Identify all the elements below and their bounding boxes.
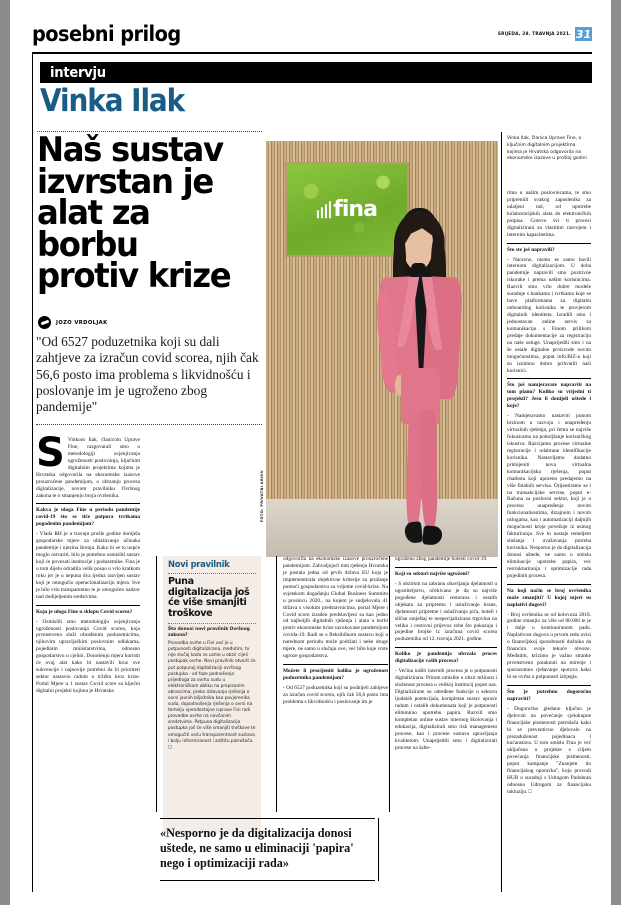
column4-question-2: Što još namjeravate napraviti na tom planu? Koliko su vrijedni ti projekti? Jesu li donijeli uštede i koje? xyxy=(507,382,591,410)
column-separator-2 xyxy=(276,556,277,812)
column1-question-1: Kakva je uloga Fine u periodu pandemije covid-19 što se tiče potpora tvrtkama pogođenim pandemijom? xyxy=(36,507,140,528)
column2-rule-1 xyxy=(283,664,388,665)
column4-question-4: Što je potrebno dugoročno napraviti? xyxy=(507,688,591,702)
page-number-badge: 31 xyxy=(575,27,592,41)
section-label: intervju xyxy=(50,65,106,81)
column4-answer-2: - Namjeravamo nastaviti punom brzinom u razvoju i unapređenju virtualnih rješenja, pri čemu se najviše fokusiramo na poboljšanje korisničkog iskustva. Razvijamo procese virtualne registracije i odabrane identifikacije korisnika. Nastavljamo dodatno primijeniti nova virtualna komunikacijska rješenja, poput chatbota koji uporeno predajemo na više finalnih servisa. Orijentiramo se i na transakcijske servise, poput e-Računa za poslovni sektor, koji je u procesu unapređenja novim funkcionalnostima, dizajnom i novim uslugama, kao i automatizaciji daljnjih mogućnosti kroje povežuje iz usmog fakturiranja. Sve to nastaje temeljem slušanja i uvažavanja potreba korisnika. Nesporno je da digitalizacija donosi uštede, ne samo u smislu eliminacije upotrebe papira, već restrukturiranja i optimizacije rada pojedinih procesa. xyxy=(507,413,591,579)
pullquote-bottom: «Nesporno je da digitalizacija donosi uštede, ne samo u eliminaciji 'papira' nego i optimizaciji rada» xyxy=(160,826,354,870)
column4-rule-2 xyxy=(507,378,591,379)
column-separator-1 xyxy=(156,556,157,812)
column4-question-1: Što ste još napravili? xyxy=(507,246,555,253)
column3-answer-2: - Većina naših internih procesa je u potpunosti digitalizirana. Pritom umislite u obzir težinost i složenost procesa u velikoj institucij poput nas. Digitalizirane su određene funkcije u sektoru ljudskih potencijala, kompletan sustav uprave radom i ostalih dokumenata koji je potpunosti eliminirao upotrebu papira. Razvili smo kompletan online sustav internog školovanja i edukacija, digitalizirali smo risk management procese, kao i procese sustava upravljanja kvalitetom. Unaprijedili smo i digitalizirali procese na šalte- xyxy=(395,668,497,751)
sidebar-box-divider-1 xyxy=(168,573,256,574)
pullquote-bottom-rule-top xyxy=(160,818,375,819)
drop-cap: S xyxy=(36,430,65,476)
byline-author: JOZO VRDOLJAK xyxy=(56,319,108,326)
subject-shoe-left xyxy=(404,521,423,544)
column1-answer-2: - Osmislili smo metodologiju ocjenjivanja ugroženosti poslovanja Covid scorea, koja prvenstveno služi obrađenim poduzetnicima, njihovim upravljačkim poslovnim odlukama, pojedinim ministarstvima, odnosno gospodarstvu u cjelini. Donošenju mjera koristit će ovaj alat kako bi nastavili kroz sve subvencije i najnovije potrebni da bi prioriteti sektor nastavio radom u tržištu kroz krize. Portal Mjere u 1 sustav Covid score su ključni digitalni projekti kojima je Hrvatska xyxy=(36,618,140,694)
sidebar-box-answer: Provedba ovrhe u Fini već je u potpunosti digitalizirana, međutim, to nije slučaj kada se uzme u obzir cijeli postupak ovrhe. Novi pravilnik otvorit će put potpunoj digitalizaciji ovršnog postupka - od faze podnošenja prijedloga za ovrhu sudu u elektroničkom obliku na propisanim obrascima, preko izdavanja rješenja o ovrsi javnih bilježnika kao povjerenika suda, dopodnošenja rješenja o ovrsi na temelju vjerodostojne isprave Fini radi provedbe ovrhe na novčanim sredstvima. Potpuna digitalizacija postupka još će više smanjiti troškove te omogućiti veću transparentnost sustava i bolju informiranost i zaštitu potrošača. □ xyxy=(168,641,256,750)
column1-intro xyxy=(36,430,140,499)
masthead-right-group xyxy=(498,27,592,41)
photo-subject xyxy=(368,208,470,557)
column1-intro-text: Vinkom Ilak, članicom Uprave Fine, razgovarali smo o metodologiji ocjenjivanja ugroženosti poslovanja, ključnim digitalnim projektima kojima je Hrvatska odgovorila na ekonomske izazove prouzročene pandemijom, o ubrzanju procesa digitalizacije, novom pravilniku Ovršnog zakona te o smanjenju broja ovršenika. xyxy=(36,437,140,499)
column-separator-3 xyxy=(389,556,390,812)
column-separator-4 xyxy=(501,132,502,892)
column4-answer-3: - Broj ovršenika se od kolovoza 2018. godine smanjio za više od 80.000 te je i dalje u kontinuiranom padu. Naplativost dugova u prvom redu ovisi o financijskoj sposobnosti dužnika da financira svoje tekuće obveze. Međutim, krizimo je važno stranke prvenstveno potaknuti na mirenje i sporazumno rješavanje sporova kako bi se ovrha u potpunosti izbjegla. xyxy=(507,611,591,680)
column2-question-1: Možete li procijeniti kolika je ugroženost poduzetnika pandemijom? xyxy=(283,668,388,681)
column3-question-2: Koliko je pandemija ubrzala proces digitalizacije vaših procesa? xyxy=(395,651,497,665)
body-column-3 xyxy=(395,556,497,754)
column3-question-1: Koji su sektori najviše ugroženi? xyxy=(395,570,470,577)
masthead-title: posebni prilog xyxy=(32,22,181,46)
column1-question-2: Koja je uloga Fine u sklopu Covid scorea? xyxy=(36,608,133,615)
column3-continued: ugroženo zbog pandemije bolesti covid-19. xyxy=(395,556,488,562)
masthead xyxy=(32,22,592,48)
column3-rule-2 xyxy=(395,647,497,648)
column2-answer-1: - Od 6527 poduzetnika koji su podnijeli zahtjeve za izračun covid scorea, njih čak 56,6 posto ima problema s likvidnošću i poslovanje im je xyxy=(283,684,388,705)
page-headline: Naš sustav izvrstan je alat za borbu protiv krize xyxy=(37,130,231,297)
interviewee-name: Vinka Ilak xyxy=(40,83,185,119)
interview-photo xyxy=(266,141,498,557)
publication-date: SRIJEDA, 28. TRAVNJA 2021. xyxy=(497,31,571,37)
column3-rule-1 xyxy=(395,567,497,568)
column2-continued: odgovorila na ekonomske izazove prouzročene pandemijom. Zahvaljujući tom rješenju Hrvatska je postala jedna od prvih država EU koja je implementirala objektivne kriterije za pružanje pomoći gospodarstvu za vrijeme covid-krize. Na svjetskom događanju Global Business Summitu u prosincu 2020., na kojem je sudjelovala 41 država s visokim predstavnicima, portal Mjere i Covid score izrađen predstavljeni su kao jedno od najboljih digitalnih rješenja i alata u borbi protiv ekonomske krize uzrokovane pandemijom covida-19. Radi se o fleksibilnom sustavu koji u narednom periodu može podržati i neke druge mjere, ne samo u slučaju ove, već bilo koje vrste ugroze gospodarstva. xyxy=(283,556,388,660)
body-column-2 xyxy=(283,556,388,709)
column4-answer-1: - Naravno, nismo se samo bavili internom digitalizacijom. U doba pandemije napravili smo pozitivne iskorake i prema našim korisnicima. Razvili smo vrlo dobre modele suradnje s bankama i tvrtkama koje se bave platformama za digitalni onboarding korisnika te provjerom digitalnih identiteta. Izradili smo i jednostavan online servis za komunikaciju s Finom prilikom predaje dokumentacije za registraciju na naše usluge. Unaprijedili smo i na še ostale digitalne proizvode novim mogućnostima, poput info.BIZ-a koji su iznimno dobro prihvatili naši korisnici. xyxy=(507,256,591,374)
sidebar-box-body xyxy=(168,627,256,751)
column4-continued: rima u našim poslovnicama, te smo pripremili svakog zaposlenika za udaljeni rad, od upotrebe kolaboracijskih alata do elektroničkih potpisa. Gotovo svi ti procesi digitalizirani su vlastitim razvojem i internim kapacitetima. xyxy=(507,190,591,238)
sidebar-box-novi-pravilnik xyxy=(163,556,261,834)
pullquote-bottom-vertical-rule xyxy=(378,818,379,881)
photo-credit: FOTO: PRIVATNI ARHIV xyxy=(260,470,264,523)
photo-caption: Vinka Ilak, članica Uprave Fine, o ključnim digitalnim projektima kojima je Hrvatska odgovorila na ekonomske izazove u prošloj godini xyxy=(507,136,587,162)
column1-rule-2 xyxy=(36,605,140,606)
column4-rule-1 xyxy=(507,243,591,244)
byline xyxy=(38,316,108,329)
pen-badge-icon xyxy=(38,316,51,329)
fina-wordmark: fina xyxy=(333,196,377,222)
column1-rule-1 xyxy=(36,503,140,504)
masthead-rule xyxy=(32,52,592,54)
body-column-1 xyxy=(36,430,140,698)
column4-rule-4 xyxy=(507,685,591,686)
column4-rule-3 xyxy=(507,584,591,585)
pullquote-top: "Od 6527 poduzetnika koji su dali zahtjeve za izračun covid scorea, njih čak 56,6 posto ima problema s likvidnošću i poslovanje im je ugroženo zbog pandemije" xyxy=(36,334,259,415)
section-bar xyxy=(40,62,592,83)
left-vertical-rule xyxy=(32,52,33,892)
pullquote-divider-bottom xyxy=(36,424,262,425)
sidebar-box-divider-2 xyxy=(168,623,256,624)
column4-answer-4: - Dugoročno gledano ključno je djelovati na povećanje cjelokupne financijske pismenosti potrošača kako bi se preventivno djelovalo na prezaduženost pojedinaca i kućanstava. U tom smislu Fina je već uključena u projekte s ciljem povećanja financijske pismenosti, poput kampanje "Znanjem do financijskog oporavka", koju provodi HUB u suradnji s Udrugom Padobran odnosno Udrugom za financijsku inkluziju. □ xyxy=(507,705,591,795)
column1-answer-1: - Vlada RH je u travnju prošle godine donijela gospodarske mjere za ublažavanje učinaka pandemije i njezina širenja. Kako bi se to uopće moglo ostvariti, bilo je potrebno osmisliti sustav koji će povezati institucije i poduzetnike. Fina je u tom dijelu odradila velik posao u vrlo kratkom roku jer je u nepuna dva tjedna razvijen sustav koji je omogućio operacionalizaciju mjera. Sve je bilo vrlo transparentno te je omogućen nadzor nad dodijeljenim sredstvima. xyxy=(36,531,140,600)
column3-answer-1: - S obzirom na zabranu obavljanja djelatnosti u ugostiteljstvu, očekivano je da su najviše pogođene djelatnosti restorana i ostalih objekata za pripremu i usluživanje hrane, djelatnosti pripreme i usluživanja pića, hoteli i sličan smještaj te nespecijalizirana trgovina na veliko i cestovni prijevoz robe što pokazuju i pojedine brojke iz izračuna covid scorea poduzetnika od 12. travnja 2021. godine. xyxy=(395,580,497,643)
body-column-4 xyxy=(507,190,591,799)
sidebar-box-title: Puna digitalizacija još će više smanjiti troškove xyxy=(168,576,250,620)
subject-shoe-right xyxy=(423,525,444,546)
sidebar-box-kicker: Novi pravilnik xyxy=(168,560,230,570)
fina-bars-icon xyxy=(317,201,332,218)
column4-question-3: Na koji način se broj ovršenika može smanjiti? U kojoj mjeri su naplativi dugovi? xyxy=(507,587,591,608)
pullquote-bottom-rule-bottom xyxy=(160,880,375,881)
newspaper-page xyxy=(10,0,611,905)
subject-leg-right xyxy=(420,410,438,529)
sidebar-box-question: Što donosi novi pravilnik Ovršnog zakona? xyxy=(168,626,250,639)
